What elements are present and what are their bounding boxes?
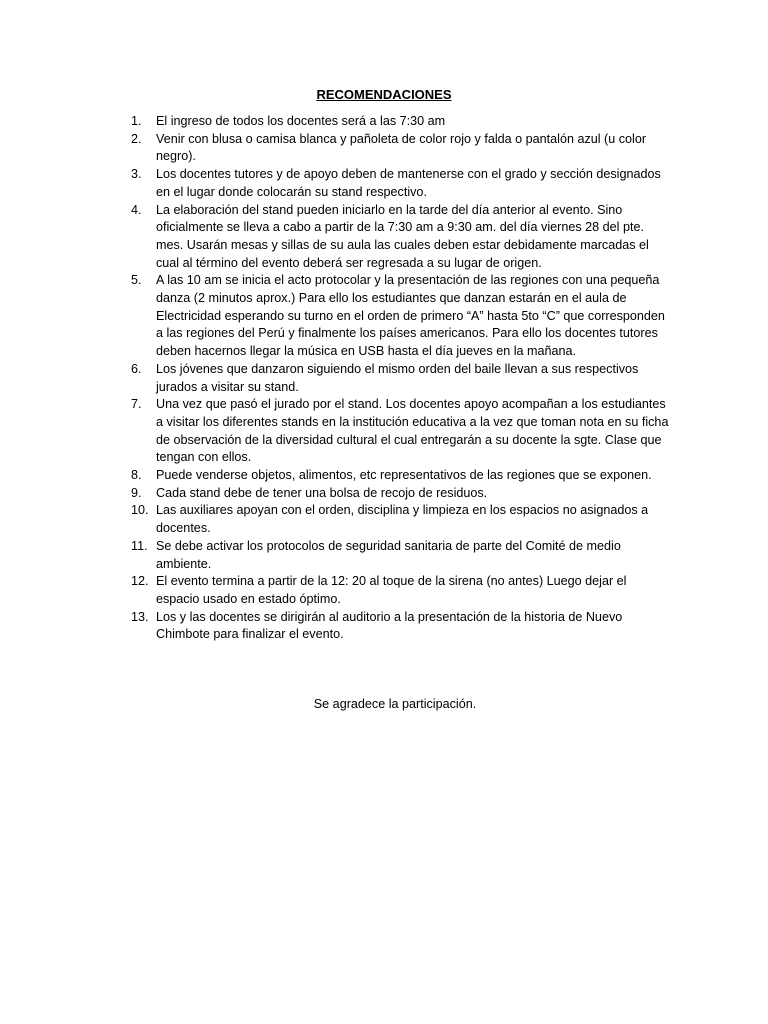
item-number: 11. bbox=[131, 538, 148, 553]
item-text: Las auxiliares apoyan con el orden, disciplina y limpieza en los espacios no asignados a docentes. bbox=[156, 503, 649, 536]
list-item bbox=[131, 502, 671, 537]
item-number: 7. bbox=[131, 397, 142, 412]
item-number: 6. bbox=[131, 361, 142, 376]
item-number: 5. bbox=[131, 273, 142, 288]
item-number: 10. bbox=[131, 503, 149, 518]
list-item bbox=[131, 131, 671, 166]
document-title: RECOMENDACIONES bbox=[316, 87, 452, 102]
list-item bbox=[131, 202, 671, 273]
item-text: Los y las docentes se dirigirán al auditorio a la presentación de la historia de Nuevo Chimbote para finalizar el evento. bbox=[156, 609, 623, 642]
item-number: 13. bbox=[131, 609, 149, 624]
item-text: El ingreso de todos los docentes será a las 7:30 am bbox=[156, 114, 446, 128]
list-item bbox=[131, 467, 671, 485]
item-number: 4. bbox=[131, 202, 142, 217]
list-item bbox=[131, 609, 671, 644]
recommendations-list bbox=[131, 113, 671, 644]
item-text: La elaboración del stand pueden iniciarlo en la tarde del día anterior al evento. Sino oficialmente se lleva a cabo a partir de la 7:30 am a 9:30 am. del día viernes 28 del pte. mes. Usarán mesas y sillas de su aula las cuales deben estar debidamente marcadas el cual al término del evento deberá ser regresada a su lugar de origen. bbox=[156, 202, 649, 270]
list-item bbox=[131, 166, 671, 201]
item-text: A las 10 am se inicia el acto protocolar y la presentación de las regiones con una pequeña danza (2 minutos aprox.) Para ello los estudiantes que danzan estarán en el aula de Electricidad esperando su turno en el orden de primero “A” hasta 5to “C” que corresponden a las regiones del Perú y finalmente los países americanos. Para ello los docentes tutores deben hacernos llegar la música en USB hasta el día jueves en la mañana. bbox=[156, 273, 665, 359]
item-text: Los docentes tutores y de apoyo deben de mantenerse con el grado y sección designados en el lugar donde colocarán su stand respectivo. bbox=[156, 167, 661, 199]
item-number: 12. bbox=[131, 574, 149, 589]
item-number: 8. bbox=[131, 468, 142, 483]
item-text: El evento termina a partir de la 12: 20 al toque de la sirena (no antes) Luego dejar el espacio usado en estado óptimo. bbox=[156, 574, 627, 606]
list-item bbox=[131, 113, 671, 131]
item-number: 2. bbox=[131, 131, 142, 146]
list-item bbox=[131, 361, 671, 396]
closing-note: Se agradece la participación. bbox=[313, 697, 477, 711]
item-number: 9. bbox=[131, 485, 142, 500]
list-item bbox=[131, 396, 671, 467]
item-text: Venir con blusa o camisa blanca y pañoleta de color rojo y falda o pantalón azul (u color negro). bbox=[156, 131, 647, 164]
item-text: Cada stand debe de tener una bolsa de recojo de residuos. bbox=[156, 485, 488, 500]
item-text: Los jóvenes que danzaron siguiendo el mismo orden del baile llevan a sus respectivos jurados a visitar su stand. bbox=[156, 361, 639, 394]
list-item bbox=[131, 538, 671, 573]
list-item bbox=[131, 485, 671, 503]
item-number: 1. bbox=[131, 114, 142, 128]
list-item bbox=[131, 573, 671, 608]
item-text: Una vez que pasó el jurado por el stand. Los docentes apoyo acompañan a los estudiantes a visitar los diferentes stands en la institución educativa a la vez que toman nota en su ficha de observación de la diversidad cultural el cual entregarán a su docente la sgte. Clase que tengan con ellos. bbox=[156, 397, 669, 465]
item-number: 3. bbox=[131, 167, 142, 182]
list-item bbox=[131, 272, 671, 361]
item-text: Puede venderse objetos, alimentos, etc representativos de las regiones que se exponen. bbox=[156, 468, 652, 483]
item-text: Se debe activar los protocolos de seguridad sanitaria de parte del Comité de medio ambiente. bbox=[156, 538, 621, 571]
